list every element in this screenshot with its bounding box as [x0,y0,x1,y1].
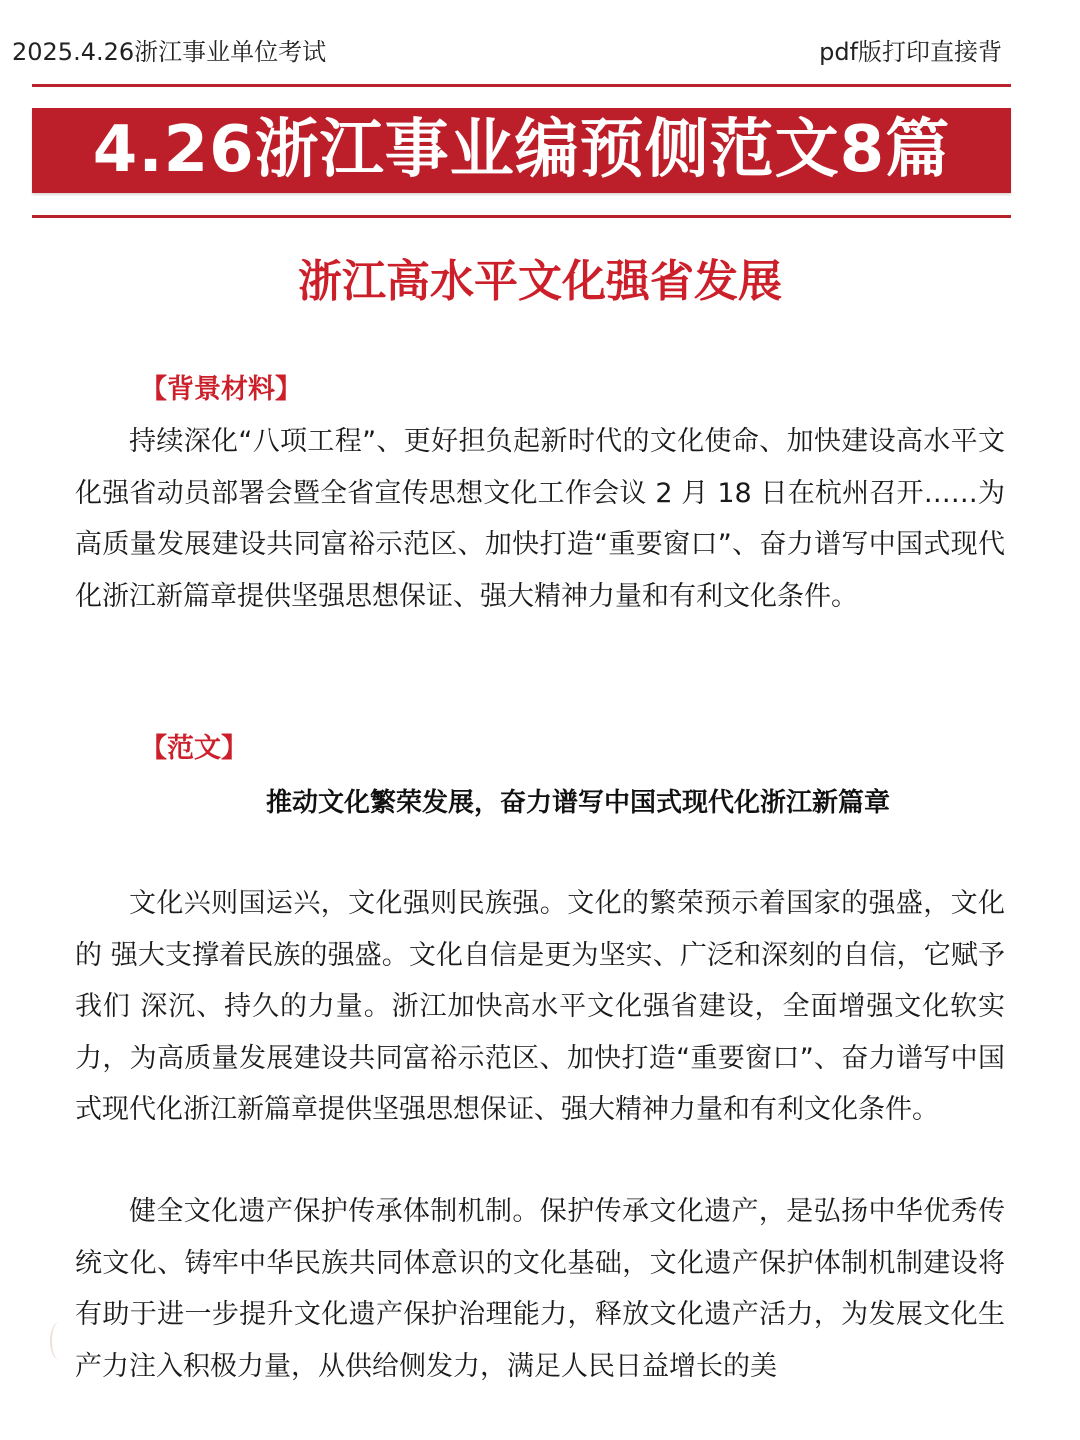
essay-label: 【范文】 [140,733,248,764]
essay-title: 推动文化繁荣发展，奋力谱写中国式现代化浙江新篇章 [265,788,890,818]
essay-paragraph-2: 健全文化遗产保护传承体制机制。保护传承文化遗产，是弘扬中华优秀传统文化、铸牢中华民族共同体意识的文化基础，文化遗产保护体制机制建设将有助于进一步提升文化遗产保护治理能力，释放文化遗产活力，为发展文化生产力注入积极力量，从供给侧发力，满足人民日益增长的美 [75,1196,1005,1382]
top-divider [32,84,1011,87]
title-banner [32,108,1011,193]
background-label: 【背景材料】 [140,374,302,405]
margin-decoration [50,1322,68,1360]
topic-subtitle: 浙江高水平文化强省发展 [298,256,782,307]
bottom-divider [32,215,1011,218]
background-paragraph: 持续深化“八项工程”、更好担负起新时代的文化使命、加快建设高水平文化强省动员部署会暨全省宣传思想文化工作会议 2 月 18 日在杭州召开……为高质量发展建设共同富裕示范区、加快打造“重要窗口”、奋力谱写中国式现代化浙江新篇章提供坚强思想保证、强大精神力量和有利文化条件。 [75,426,1005,612]
header-print-note: pdf版打印直接背 [819,38,1002,66]
essay-paragraph-1: 文化兴则国运兴，文化强则民族强。文化的繁荣预示着国家的强盛，文化的 强大支撑着民族的强盛。文化自信是更为坚实、广泛和深刻的自信，它赋予我们 深沉、持久的力量。浙江加快高水平文化强省建设，全面增强文化软实力，为高质量发展建设共同富裕示范区、加快打造“重要窗口”、奋力谱写中国式现代化浙江新篇章提供坚强思想保证、强大精神力量和有利文化条件。 [75,888,1005,1125]
banner-title: 4.26浙江事业编预侧范文8篇 [92,113,951,187]
header-exam-title: 2025.4.26浙江事业单位考试 [12,38,327,66]
